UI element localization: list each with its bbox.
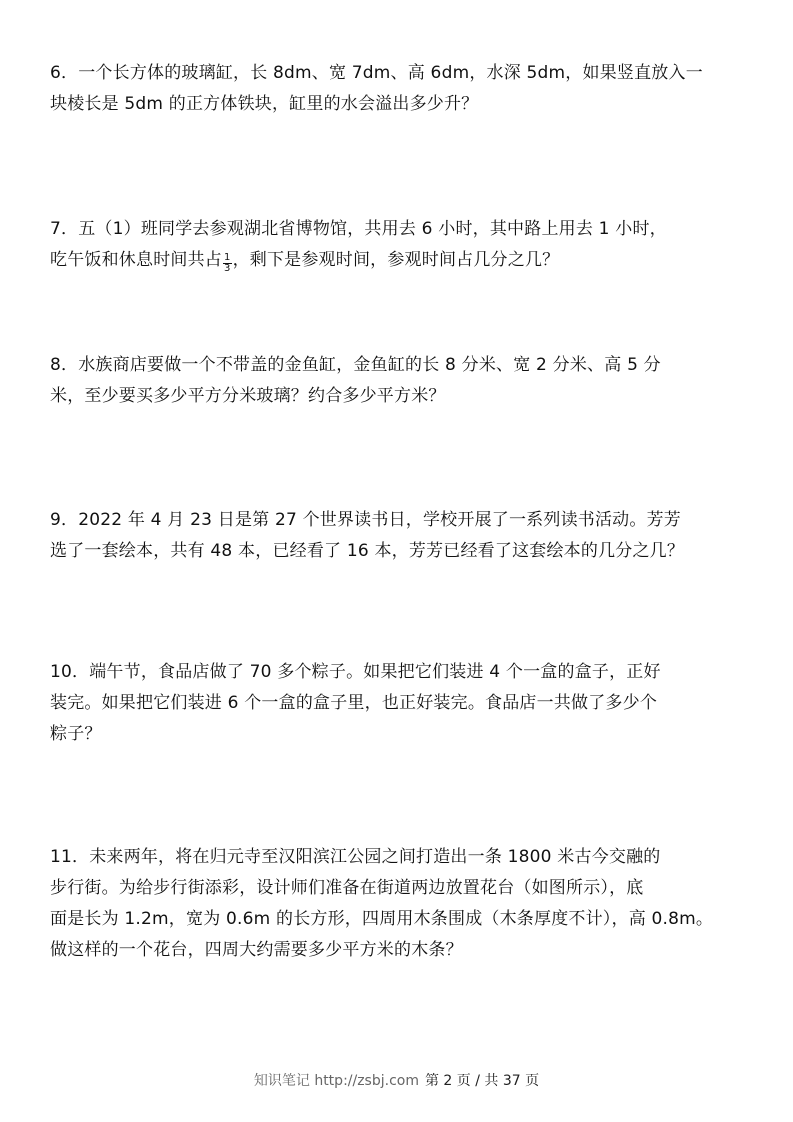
problem-line: 装完。如果把它们装进 6 个一盒的盒子里，也正好装完。食品店一共做了多少个 (50, 693, 658, 713)
problem-line: 8．水族商店要做一个不带盖的金鱼缸，金鱼缸的长 8 分米、宽 2 分米、高 5 分 (50, 355, 661, 375)
problem-7 (50, 214, 750, 276)
page-footer (0, 1070, 793, 1090)
problem-line-with-fraction (50, 245, 750, 276)
fraction-one-third (223, 253, 232, 274)
problem-line: 块棱长是 5dm 的正方体铁块，缸里的水会溢出多少升？ (50, 94, 479, 114)
problem-line: 米，至少要买多少平方分米玻璃？约合多少平方米？ (50, 386, 446, 406)
problem-11 (50, 842, 750, 966)
fraction-numerator: 1 (224, 252, 231, 263)
fraction-denominator: 3 (224, 263, 231, 274)
watermark-text: 知识笔记 http://zsbj.com (253, 1073, 419, 1089)
problem-line: 面是长为 1.2m，宽为 0.6m 的长方形，四周用木条围成（木条厚度不计），高 0.8m。 (50, 909, 714, 929)
problem-line: 步行街。为给步行街添彩，设计师们准备在街道两边放置花台（如图所示），底 (50, 878, 644, 898)
problem-line: 选了一套绘本，共有 48 本，已经看了 16 本，芳芳已经看了这套绘本的几分之几？ (50, 541, 685, 561)
problem-text: ，剩下是参观时间，参观时间占几分之几？ (232, 250, 560, 270)
problem-line: 9．2022 年 4 月 23 日是第 27 个世界读书日，学校开展了一系列读书活动。芳芳 (50, 510, 681, 530)
problem-8 (50, 350, 750, 412)
problem-text: 吃午饭和休息时间共占 (50, 250, 222, 270)
problem-line: 7．五（1）班同学去参观湖北省博物馆，共用去 6 小时，其中路上用去 1 小时， (50, 219, 667, 239)
problem-10 (50, 657, 750, 750)
problem-line: 做这样的一个花台，四周大约需要多少平方米的木条？ (50, 940, 463, 960)
problem-line: 11．未来两年，将在归元寺至汉阳滨江公园之间打造出一条 1800 米古今交融的 (50, 847, 661, 867)
problem-9 (50, 505, 750, 567)
problem-line: 6．一个长方体的玻璃缸，长 8dm、宽 7dm、高 6dm，水深 5dm，如果竖直放入一 (50, 63, 703, 83)
problem-line: 10．端午节，食品店做了 70 多个粽子。如果把它们装进 4 个一盒的盒子，正好 (50, 662, 661, 682)
problem-line: 粽子？ (50, 724, 102, 744)
problem-6 (50, 58, 750, 120)
page-number: 第 2 页 / 共 37 页 (424, 1073, 540, 1089)
